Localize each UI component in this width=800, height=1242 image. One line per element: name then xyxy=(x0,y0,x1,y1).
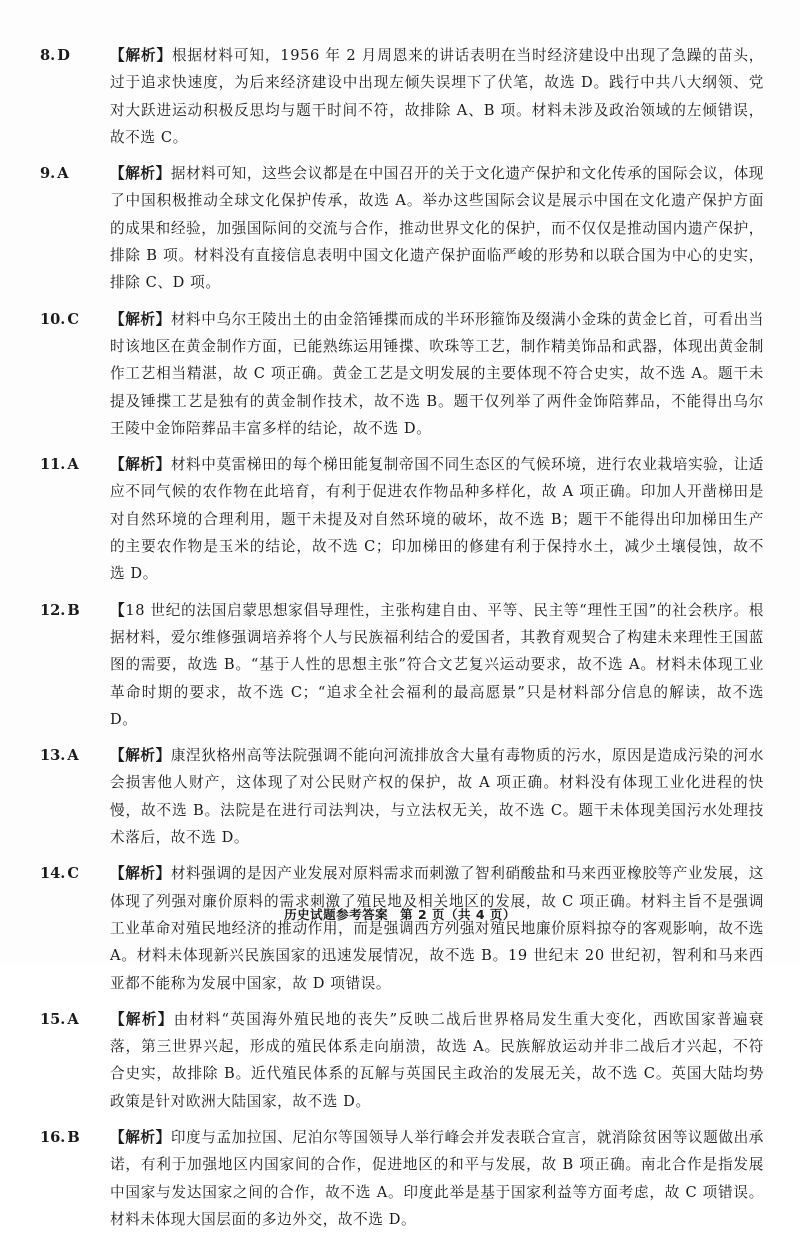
explanation-text: 【解析】材料中莫雷梯田的每个梯田能复制帝国不同生态区的气候环境，进行农业栽培实验，让适应不同气候的农作物在此培育，有利于促进农作物品种多样化，故 A 项正确。印加人开凿梯田是对自然环境的合理利用，题干未提及对自然环境的破坏，故不选 B；题干不能得出印加梯田生产的主要农作物是玉米的结论，故不选 C；印加梯田的修建有利于保持水土，减少土壤侵蚀，故不选 D。 xyxy=(110,456,764,583)
analysis-label: 【解析】 xyxy=(110,747,171,765)
answer-option: B xyxy=(67,1128,80,1146)
footer-title: 历史试题参考答案 xyxy=(284,907,389,922)
explanation-text: 【解析】由材料“英国海外殖民地的丧失”反映二战后世界格局发生重大变化，西欧国家普遍衰落，第三世界兴起，形成的殖民体系走向崩溃，故选 A。民族解放运动并非二战后才兴起，不符合史实，故排除 B。近代殖民体系的瓦解与英国民主政治的发展无关，故不选 C。英国大陆均势政策是针对欧洲大陆国家，故不选 D。 xyxy=(110,1010,764,1110)
explanation-text: 【18 世纪的法国启蒙思想家倡导理性，主张构建自由、平等、民主等“理性王国”的社会秩序。根据材料，爱尔维修强调培养将个人与民族福利结合的爱国者，其教育观契合了构建未来理性王国蓝图的需要，故选 B。“基于人性的思想主张”符合文艺复兴运动要求，故不选 A。材料未体现工业革命时期的要求，故不选 C；“追求全社会福利的最高愿景”只是材料部分信息的解读，故不选 D。 xyxy=(110,601,764,728)
question-number: 14. C xyxy=(40,865,80,883)
answer-item-13 xyxy=(40,742,764,851)
analysis-label: 【解析】 xyxy=(110,165,171,183)
answer-option: A xyxy=(57,165,69,183)
analysis-label: 【解析】 xyxy=(110,1128,171,1146)
answer-option: D xyxy=(57,47,70,64)
question-number: 15. A xyxy=(40,1010,79,1028)
analysis-label: 【解析】 xyxy=(110,865,171,883)
answer-item-12 xyxy=(40,597,764,733)
analysis-label: 【解析】 xyxy=(110,1010,174,1028)
answer-option: B xyxy=(67,601,80,619)
question-number: 12. B xyxy=(40,601,80,619)
analysis-label: 【解析】 xyxy=(110,310,171,328)
page-footer xyxy=(0,905,800,923)
answer-option: A xyxy=(67,1010,79,1028)
analysis-label: 【解析】 xyxy=(110,47,172,64)
explanation-text: 【解析】材料强调的是因产业发展对原料需求而刺激了智利硝酸盐和马来西亚橡胶等产业发展，这体现了列强对廉价原料的需求刺激了殖民地及相关地区的发展，故 C 项正确。材料主旨不是强调工业革命对殖民地经济的推动作用，而是强调西方列强对殖民地廉价原料掠夺的客观影响，故不选 A。材料未体现新兴民族国家的迅速发展情况，故不选 B。19 世纪末 20 世纪初，智利和马来西亚都不能称为发展中国家，故 D 项错误。 xyxy=(110,865,764,992)
answer-option: C xyxy=(67,865,80,883)
answer-item-10 xyxy=(40,306,764,442)
explanation-text: 【解析】根据材料可知，1956 年 2 月周恩来的讲话表明在当时经济建设中出现了急躁的苗头，过于追求快速度，为后来经济建设中出现左倾失误埋下了伏笔，故选 D。践行中共八大纲领、党对大跃进运动积极反思均与题干时间不符，故排除 A、B 项。材料未涉及政治领域的左倾错误，故不选 C。 xyxy=(110,47,765,146)
explanation-text: 【解析】据材料可知，这些会议都是在中国召开的关于文化遗产保护和文化传承的国际会议，体现了中国积极推动全球文化保护传承，故选 A。举办这些国际会议是展示中国在文化遗产保护方面的成果和经验，加强国际间的交流与合作，推动世界文化的保护，而不仅仅是推动国内遗产保护，排除 B 项。材料没有直接信息表明中国文化遗产保护面临严峻的形势和以联合国为中心的史实，排除 C、D 项。 xyxy=(110,165,764,292)
question-number: 13. A xyxy=(40,747,79,765)
analysis-label: 【解析】 xyxy=(110,456,171,474)
explanation-text: 【解析】康涅狄格州高等法院强调不能向河流排放含大量有毒物质的污水，原因是造成污染的河水会损害他人财产，这体现了对公民财产权的保护，故 A 项正确。材料没有体现工业化进程的快慢，故不选 B。法院是在进行司法判决，与立法权无关，故不选 C。题干未体现美国污水处理技术落后，故不选 D。 xyxy=(110,747,764,847)
answer-item-8 xyxy=(40,42,764,151)
question-number: 8. D xyxy=(40,47,70,64)
answer-option: C xyxy=(67,310,80,328)
question-number: 9. A xyxy=(40,165,69,183)
question-number: 11. A xyxy=(40,456,79,474)
explanation-text: 【解析】材料中乌尔王陵出土的由金箔锤揲而成的半环形箍饰及缀满小金珠的黄金匕首，可看出当时该地区在黄金制作方面，已能熟练运用锤揲、吹珠等工艺，制作精美饰品和武器，体现出黄金制作工艺相当精湛，故 C 项正确。黄金工艺是文明发展的主要体现不符合史实，故不选 A。题干未提及锤揲工艺是独有的黄金制作技术，故不选 B。题干仅列举了两件金饰陪葬品，不能得出乌尔王陵中金饰陪葬品丰富多样的结论，故不选 D。 xyxy=(110,310,764,437)
answer-item-9 xyxy=(40,160,764,296)
question-number: 16. B xyxy=(40,1128,80,1146)
page-number: 第 2 页（共 4 页） xyxy=(400,907,516,922)
answer-item-15 xyxy=(40,1006,764,1115)
answer-option: A xyxy=(67,456,79,474)
question-number: 10. C xyxy=(40,310,80,328)
analysis-label: 【 xyxy=(110,601,126,619)
answer-option: A xyxy=(67,747,79,765)
answer-item-11 xyxy=(40,451,764,587)
answer-item-14 xyxy=(40,860,764,996)
answer-item-16 xyxy=(40,1124,764,1233)
explanation-text: 【解析】印度与孟加拉国、尼泊尔等国领导人举行峰会并发表联合宣言，就消除贫困等议题做出承诺，有利于加强地区内国家间的合作，促进地区的和平与发展，故 B 项正确。南北合作是指发展中国家与发达国家之间的合作，故不选 A。印度此举是基于国家利益等方面考虑，故 C 项错误。材料未体现大国层面的多边外交，故不选 D。 xyxy=(110,1128,764,1228)
answer-list xyxy=(40,42,764,1242)
